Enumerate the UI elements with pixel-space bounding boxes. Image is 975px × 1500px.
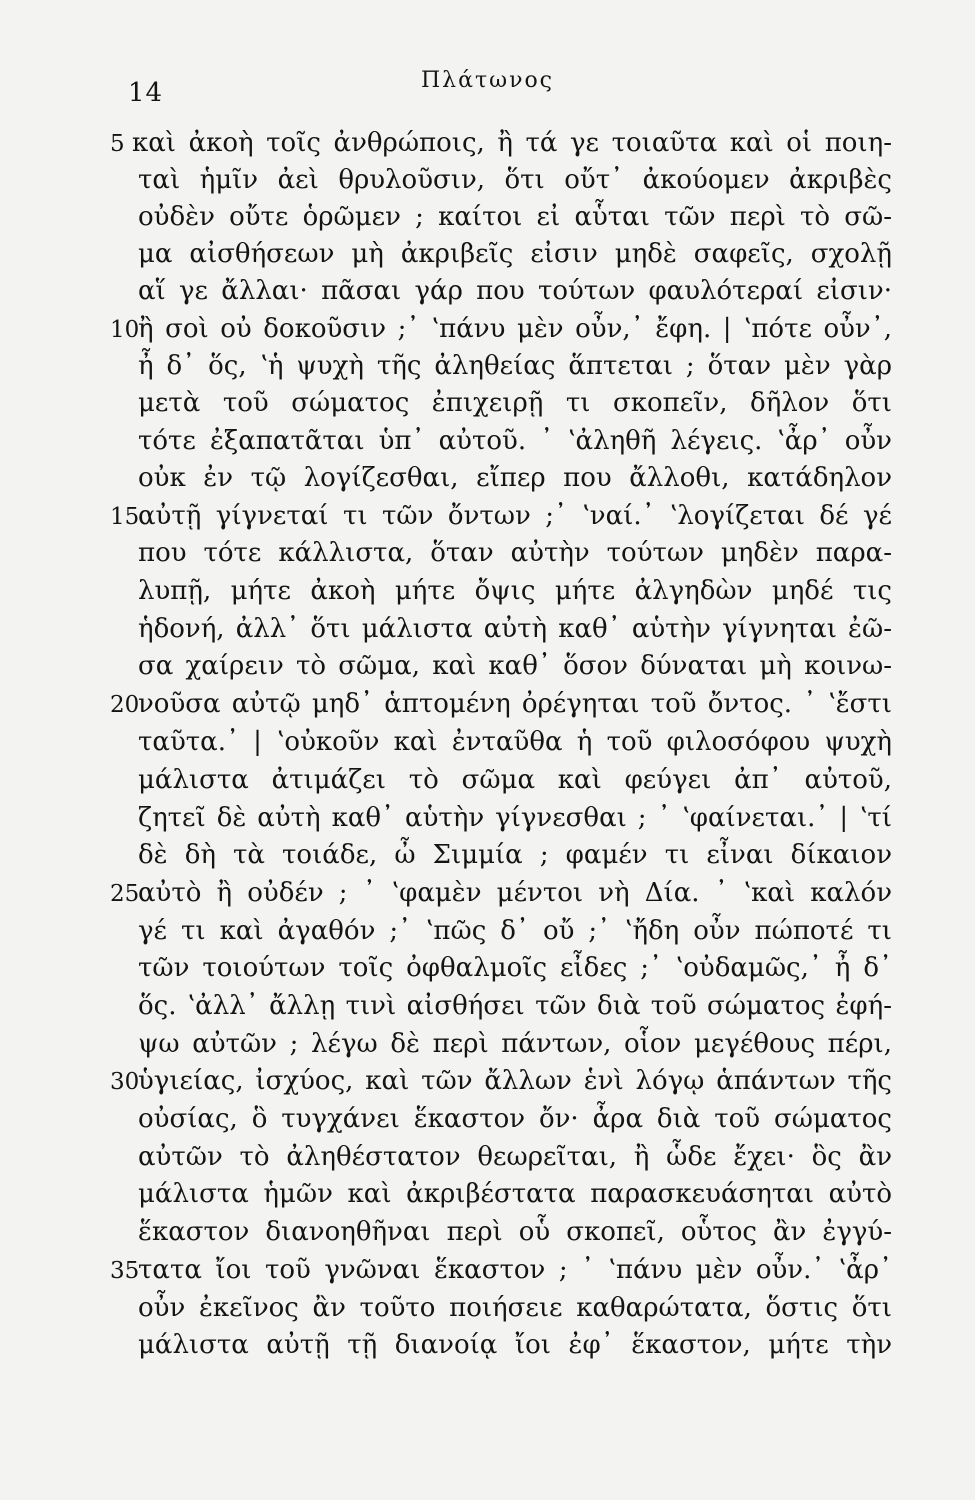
line-text: ταῦτα.᾽ | ʽοὐκοῦν καὶ ἐνταῦθα ἡ τοῦ φιλοσόφου ψυχὴ: [138, 727, 892, 757]
text-line: [0, 1063, 975, 1099]
line-text: τῶν τοιούτων τοῖς ὀφθαλμοῖς εἶδες ;᾽ ʽοὐδαμῶς,᾽ ἦ δ᾽: [138, 953, 892, 983]
line-number: 20: [110, 692, 140, 718]
text-line: [0, 348, 975, 384]
line-text: τατα ἴοι τοῦ γνῶναι ἕκαστον ; ᾽ ʽπάνυ μὲν οὖν.᾽ ʽἆρ᾽: [138, 1255, 892, 1285]
text-line: [0, 875, 975, 911]
line-text: οὐσίας, ὃ τυγχάνει ἕκαστον ὄν· ἆρα διὰ τοῦ σώματος: [138, 1104, 892, 1134]
text-line: [0, 686, 975, 722]
line-text: αὐτὸ ἢ οὐδέν ; ᾽ ʽφαμὲν μέντοι νὴ Δία. ᾽ ʽκαὶ καλόν: [138, 878, 892, 908]
line-text: μάλιστα αὐτῇ τῇ διανοίᾳ ἴοι ἐφ᾽ ἕκαστον, μήτε τὴν: [138, 1330, 892, 1360]
line-text: ἡδονή, ἀλλ᾽ ὅτι μάλιστα αὐτὴ καθ᾽ αὑτὴν γίγνηται ἐῶ-: [138, 614, 892, 644]
line-text: ζητεῖ δὲ αὐτὴ καθ᾽ αὑτὴν γίγνεσθαι ; ᾽ ʽφαίνεται.᾽ | ʽτί: [138, 803, 892, 833]
text-line: [0, 1252, 975, 1288]
line-number: 10: [110, 317, 140, 343]
line-text: αὐτῇ γίγνεταί τι τῶν ὄντων ;᾽ ʽναί.᾽ ʽλογίζεται δέ γέ: [138, 501, 892, 531]
text-line: [0, 762, 975, 798]
line-text: οὐδὲν οὔτε ὁρῶμεν ; καίτοι εἰ αὗται τῶν περὶ τὸ σῶ-: [138, 202, 892, 232]
text-line: [0, 423, 975, 459]
line-text: οὖν ἐκεῖνος ἂν τοῦτο ποιήσειε καθαρώτατα, ὅστις ὅτι: [138, 1293, 892, 1323]
line-text: γέ τι καὶ ἀγαθόν ;᾽ ʽπῶς δ᾽ οὔ ;᾽ ʽἤδη οὖν πώποτέ τι: [138, 916, 892, 946]
line-text: ὑγιείας, ἰσχύος, καὶ τῶν ἄλλων ἑνὶ λόγῳ ἁπάντων τῆς: [138, 1066, 892, 1096]
line-text: ταὶ ἡμῖν ἀεὶ θρυλοῦσιν, ὅτι οὔτ᾽ ἀκούομεν ἀκριβὲς: [138, 165, 892, 195]
text-line: [0, 648, 975, 684]
line-text: ἕκαστον διανοηθῆναι περὶ οὗ σκοπεῖ, οὗτος ἂν ἐγγύ-: [138, 1217, 892, 1247]
line-text: μάλιστα ἡμῶν καὶ ἀκριβέστατα παρασκευάσηται αὐτὸ: [138, 1179, 892, 1209]
page-number: 14: [128, 78, 164, 108]
line-number: 25: [110, 881, 140, 907]
text-line: [0, 236, 975, 272]
line-text: σα χαίρειν τὸ σῶμα, καὶ καθ᾽ ὅσον δύναται μὴ κοινω-: [138, 651, 892, 681]
text-line: [0, 199, 975, 235]
running-head: Πλάτωνος: [420, 68, 555, 93]
line-text: οὐκ ἐν τῷ λογίζεσθαι, εἴπερ που ἄλλοθι, κατάδηλον: [138, 463, 892, 493]
line-text: ἦ δ᾽ ὅς, ʽἡ ψυχὴ τῆς ἀληθείας ἅπτεται ; ὅταν μὲν γὰρ: [138, 351, 892, 381]
line-text: μετὰ τοῦ σώματος ἐπιχειρῇ τι σκοπεῖν, δῆλον ὅτι: [138, 388, 892, 418]
line-text: τότε ἐξαπατᾶται ὑπ᾽ αὐτοῦ. ᾽ ʽἀληθῆ λέγεις. ʽἆρ᾽ οὖν: [138, 426, 892, 456]
line-number: 5: [110, 131, 125, 157]
text-line: [0, 573, 975, 609]
text-line: [0, 273, 975, 309]
line-text: αὐτῶν τὸ ἀληθέστατον θεωρεῖται, ἢ ὧδε ἔχει· ὃς ἂν: [138, 1142, 892, 1172]
line-text: ὅς. ʽἀλλ᾽ ἄλλῃ τινὶ αἰσθήσει τῶν διὰ τοῦ σώματος ἐφή-: [138, 991, 892, 1021]
text-line: [0, 800, 975, 836]
line-number: 35: [110, 1258, 140, 1284]
text-line: [0, 1176, 975, 1212]
text-line: [0, 913, 975, 949]
text-line: [0, 1327, 975, 1363]
line-text: αἵ γε ἄλλαι· πᾶσαι γάρ που τούτων φαυλότεραί εἰσιν·: [138, 276, 892, 306]
text-line: [0, 535, 975, 571]
line-text: που τότε κάλλιστα, ὅταν αὐτὴν τούτων μηδὲν παρα-: [138, 538, 892, 568]
text-line: [0, 1214, 975, 1250]
text-line: [0, 162, 975, 198]
text-line: [0, 311, 975, 347]
line-number: 30: [110, 1069, 140, 1095]
line-text: μάλιστα ἀτιμάζει τὸ σῶμα καὶ φεύγει ἀπ᾽ αὐτοῦ,: [138, 765, 892, 795]
line-text: δὲ δὴ τὰ τοιάδε, ὦ Σιμμία ; φαμέν τι εἶναι δίκαιον: [138, 840, 892, 870]
text-line: [0, 988, 975, 1024]
line-text: μα αἰσθήσεων μὴ ἀκριβεῖς εἰσιν μηδὲ σαφεῖς, σχολῇ: [138, 239, 892, 269]
line-text: λυπῇ, μήτε ἀκοὴ μήτε ὄψις μήτε ἀλγηδὼν μηδέ τις: [138, 576, 892, 606]
text-line: [0, 724, 975, 760]
text-line: [0, 1026, 975, 1062]
line-text: καὶ ἀκοὴ τοῖς ἀνθρώποις, ἢ τά γε τοιαῦτα καὶ οἱ ποιη-: [132, 128, 892, 158]
text-line: [0, 1290, 975, 1326]
line-text: ἢ σοὶ οὐ δοκοῦσιν ;᾽ ʽπάνυ μὲν οὖν,᾽ ἔφη. | ʽπότε οὖν᾽,: [138, 314, 892, 344]
line-text: ψω αὐτῶν ; λέγω δὲ περὶ πάντων, οἷον μεγέθους πέρι,: [138, 1029, 892, 1059]
text-line: [0, 837, 975, 873]
text-line: [0, 125, 975, 161]
line-number: 15: [110, 504, 140, 530]
text-line: [0, 1139, 975, 1175]
line-text: νοῦσα αὐτῷ μηδ᾽ ἁπτομένη ὀρέγηται τοῦ ὄντος. ᾽ ʽἔστι: [138, 689, 892, 719]
text-line: [0, 611, 975, 647]
text-line: [0, 385, 975, 421]
text-line: [0, 950, 975, 986]
text-line: [0, 498, 975, 534]
text-line: [0, 1101, 975, 1137]
text-line: [0, 460, 975, 496]
